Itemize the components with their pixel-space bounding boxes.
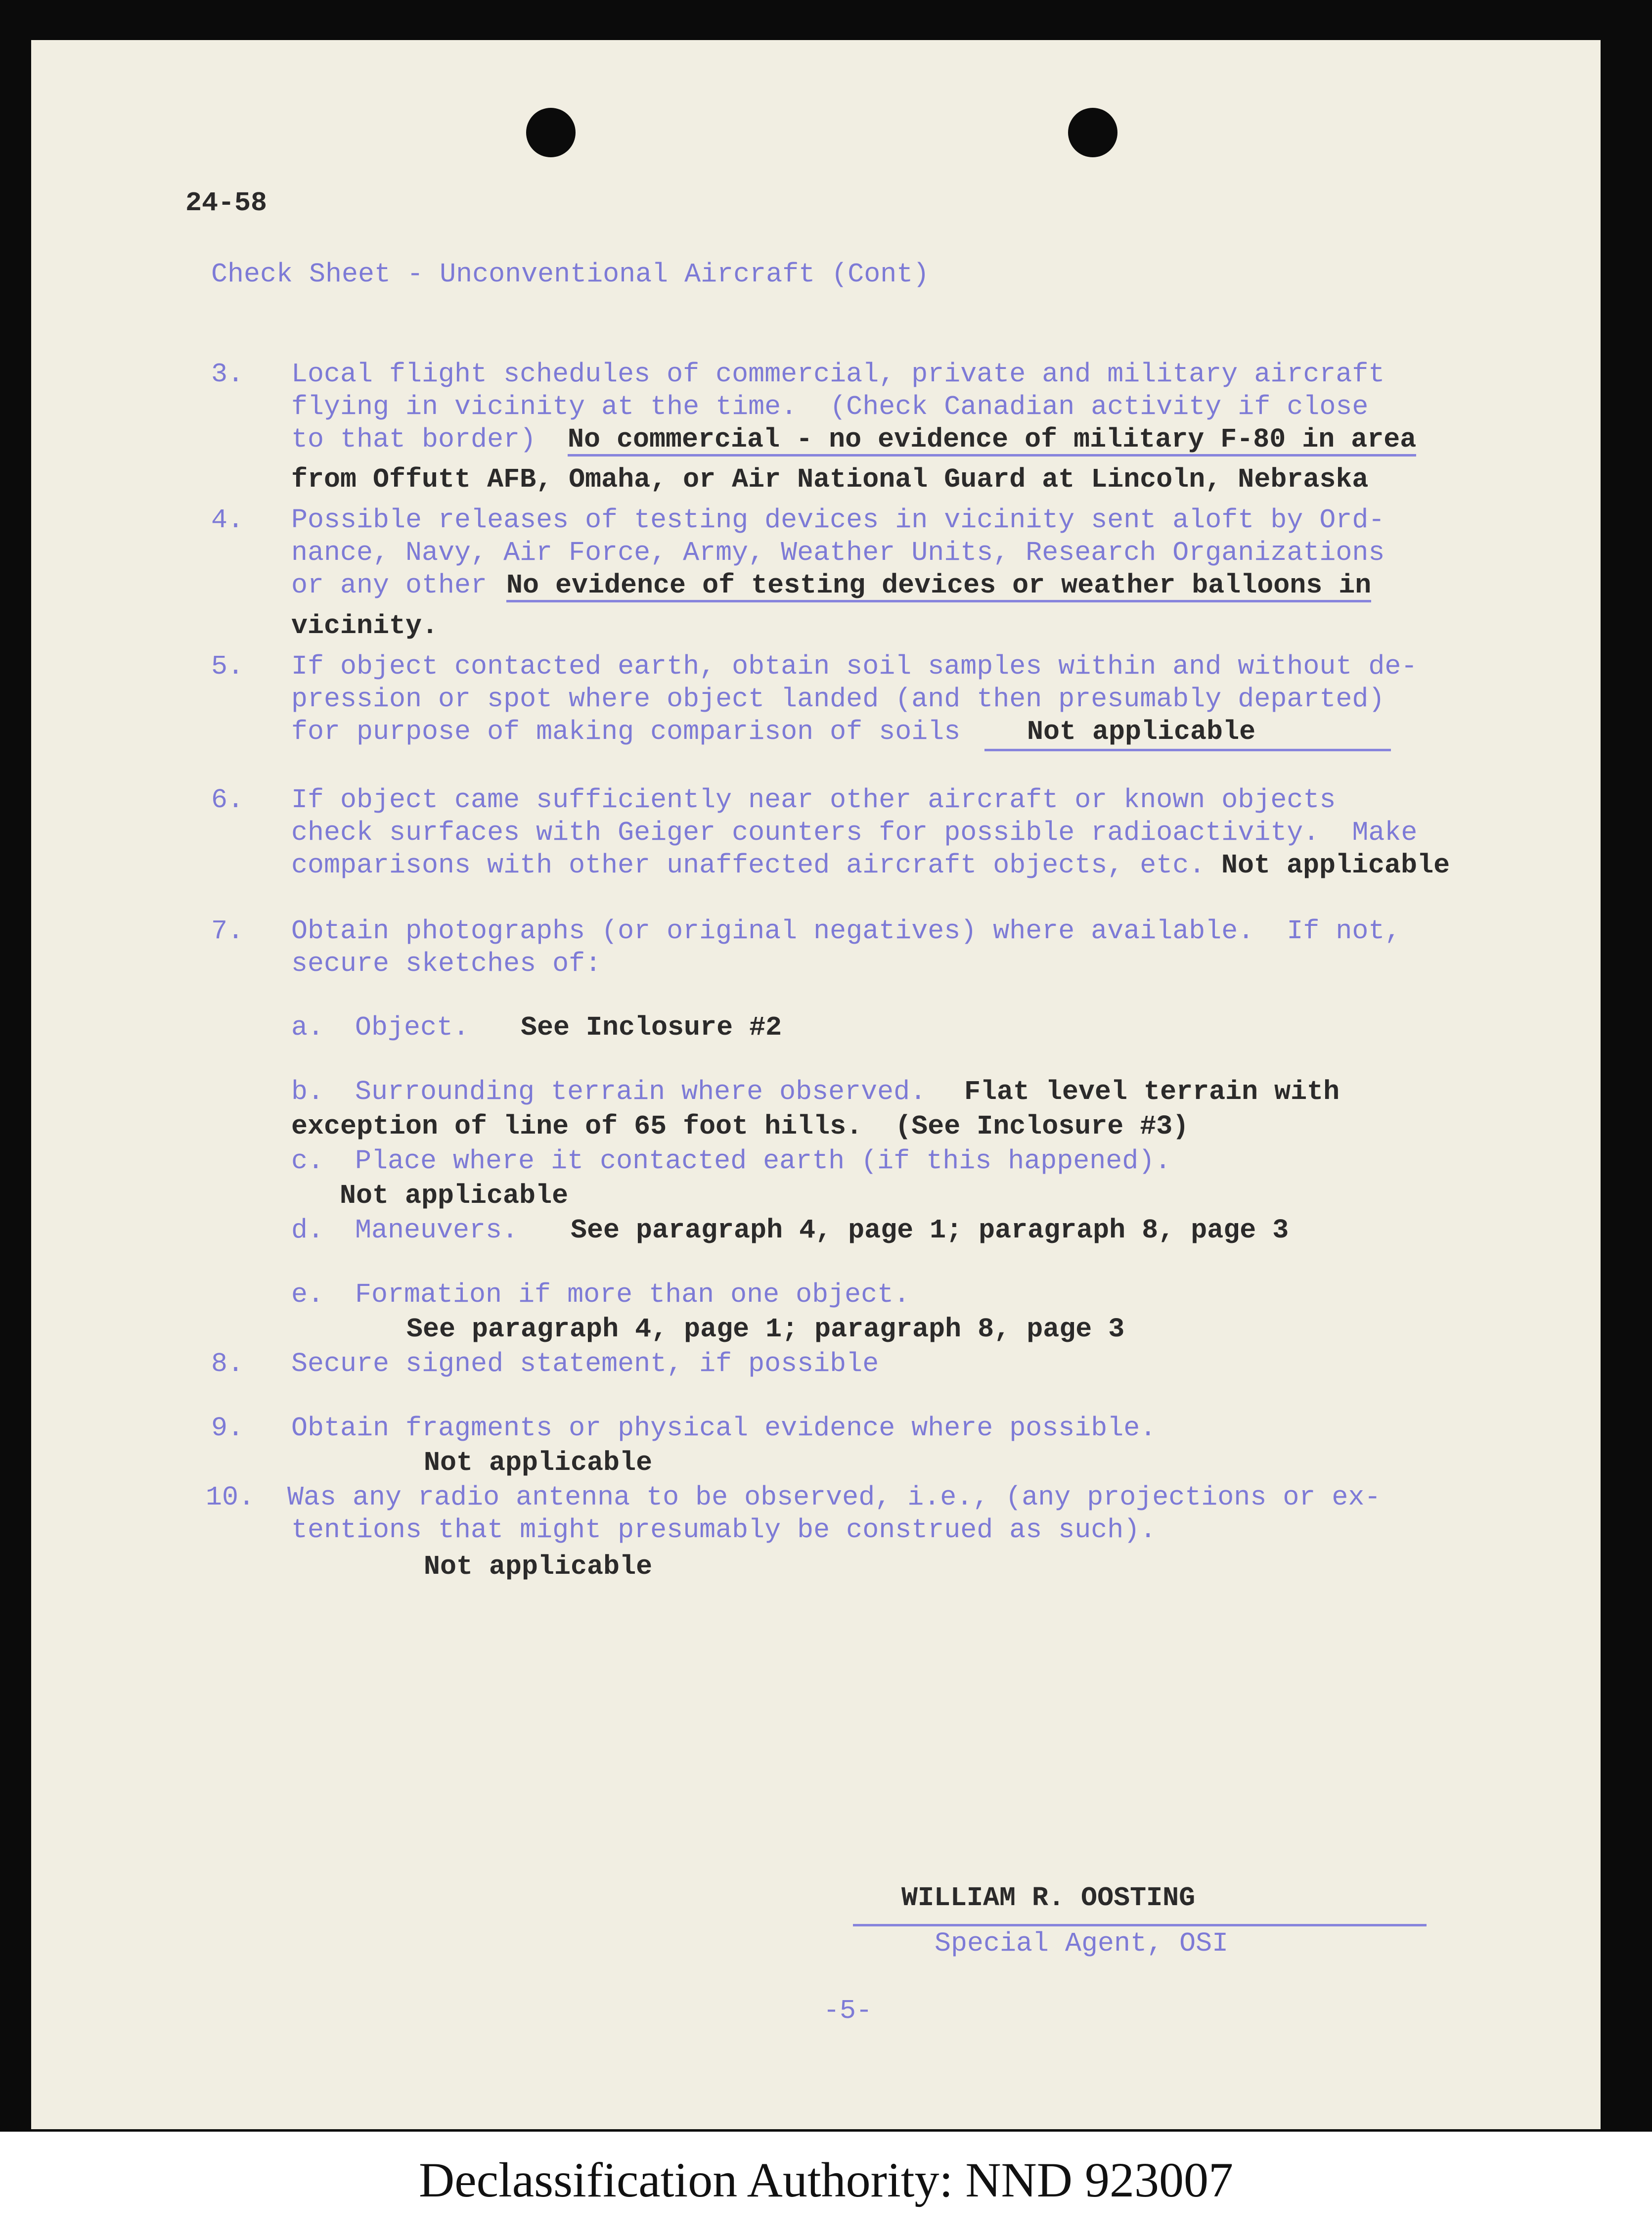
item-text: Local flight schedules of commercial, private and military aircraft	[291, 359, 1385, 390]
item-number: 7.	[211, 915, 244, 947]
item-text: pression or spot where object landed (and then presumably departed)	[291, 684, 1385, 715]
answer-text: Not applicable	[1221, 850, 1450, 881]
answer-text: See Inclosure #2	[521, 1012, 782, 1043]
subitem-letter: d.	[291, 1215, 324, 1246]
item-text: Possible releases of testing devices in vicinity sent aloft by Ord-	[291, 504, 1385, 536]
item-text: flying in vicinity at the time. (Check Canadian activity if close	[291, 391, 1369, 422]
signature-line	[853, 1924, 1427, 1926]
item-number: 8.	[211, 1348, 244, 1379]
page-title: Check Sheet - Unconventional Aircraft (Cont)	[211, 259, 930, 290]
doc-number: 24-58	[185, 187, 268, 219]
answer-text: exception of line of 65 foot hills. (See Inclosure #3)	[291, 1111, 1189, 1142]
item-text: If object came sufficiently near other aircraft or known objects	[291, 784, 1336, 816]
subitem-letter: a.	[291, 1012, 324, 1043]
answer-text: vicinity.	[291, 610, 439, 641]
punch-hole	[1068, 108, 1117, 157]
item-number: 6.	[211, 784, 244, 816]
subitem-text: Maneuvers.	[355, 1215, 519, 1246]
item-number: 3.	[211, 359, 244, 390]
signatory-title: Special Agent, OSI	[935, 1928, 1229, 1959]
answer-text: Not applicable	[1027, 716, 1256, 747]
item-number: 5.	[211, 651, 244, 682]
item-text: nance, Navy, Air Force, Army, Weather Units, Research Organizations	[291, 537, 1385, 568]
subitem-letter: c.	[291, 1145, 324, 1177]
answer-text: No commercial - no evidence of military F-80 in area	[568, 426, 1416, 457]
item-text: Obtain fragments or physical evidence where possible.	[291, 1413, 1157, 1444]
signatory-name: WILLIAM R. OOSTING	[901, 1882, 1196, 1914]
answer-text: from Offutt AFB, Omaha, or Air National Guard at Lincoln, Nebraska	[291, 464, 1369, 495]
item-number: 10.	[206, 1482, 255, 1513]
punch-hole	[526, 108, 576, 157]
subitem-text: Object.	[355, 1012, 470, 1043]
subitem-text: Place where it contacted earth (if this happened).	[355, 1145, 1171, 1177]
answer-text: Flat level terrain with	[964, 1076, 1340, 1107]
answer-text: Not applicable	[424, 1447, 653, 1478]
item-text: Secure signed statement, if possible	[291, 1348, 879, 1379]
answer-text: No evidence of testing devices or weather balloons in	[506, 572, 1371, 602]
page-number: -5-	[823, 1995, 873, 2026]
answer-text: See paragraph 4, page 1; paragraph 8, page 3	[571, 1215, 1289, 1246]
item-text: to that border)	[291, 424, 536, 455]
item-text: for purpose of making comparison of soils	[291, 716, 961, 747]
subitem-letter: e.	[291, 1279, 324, 1310]
answer-text: Not applicable	[424, 1551, 653, 1582]
item-text: check surfaces with Geiger counters for possible radioactivity. Make	[291, 817, 1418, 848]
item-text: or any other	[291, 570, 488, 601]
item-text: Was any radio antenna to be observed, i.e., (any projections or ex-	[287, 1482, 1381, 1513]
answer-underline	[984, 749, 1391, 751]
item-text: tentions that might presumably be construed as such).	[291, 1514, 1157, 1546]
subitem-text: Formation if more than one object.	[355, 1279, 910, 1310]
subitem-text: Surrounding terrain where observed.	[355, 1076, 927, 1107]
item-number: 4.	[211, 504, 244, 536]
item-text: comparisons with other unaffected aircraft objects, etc.	[291, 850, 1206, 881]
declassification-caption: Declassification Authority: NND 923007	[419, 2152, 1233, 2207]
subitem-letter: b.	[291, 1076, 324, 1107]
item-number: 9.	[211, 1413, 244, 1444]
item-text: Obtain photographs (or original negatives) where available. If not,	[291, 915, 1401, 947]
answer-text: See paragraph 4, page 1; paragraph 8, page 3	[406, 1314, 1125, 1345]
answer-text: Not applicable	[340, 1180, 569, 1211]
item-text: secure sketches of:	[291, 948, 602, 979]
item-text: If object contacted earth, obtain soil samples within and without de-	[291, 651, 1418, 682]
